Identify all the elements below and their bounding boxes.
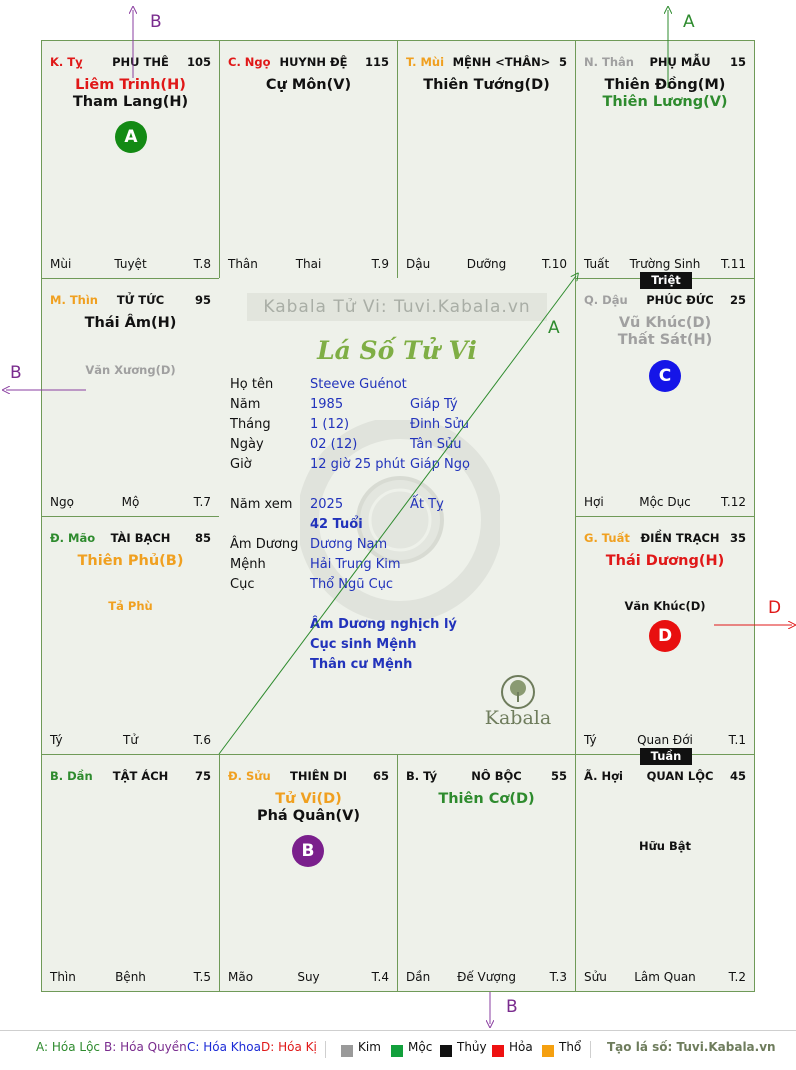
phase-label: Tử [123, 733, 138, 747]
cycle-label: T.5 [193, 970, 211, 984]
moc-swatch [391, 1045, 403, 1057]
cycle-label: T.12 [721, 495, 746, 509]
info-value: Dương Nam [310, 537, 388, 552]
palace-title: TỬ TỨC [116, 293, 165, 307]
palace-stem: Đ. Mão [50, 531, 96, 545]
main-star: Tham Lang(H) [72, 94, 189, 110]
cycle-label: T.2 [728, 970, 746, 984]
palace-stem: B. Dần [50, 769, 93, 783]
palace-title: PHÚC ĐỨC [646, 293, 714, 307]
chart-title: Lá Số Tử Vi [317, 336, 477, 365]
phase-label: Thai [295, 257, 322, 271]
main-star: Thiên Tướng(D) [423, 77, 550, 93]
main-star: Thái Âm(H) [84, 315, 177, 331]
legend-hoa-loc: A: Hóa Lộc [36, 1040, 101, 1054]
legend-separator [590, 1041, 591, 1058]
arrow-label: A [548, 318, 560, 338]
legend-thuy: Thủy [457, 1040, 487, 1054]
main-star: Thiên Lương(V) [602, 94, 728, 110]
palace-number: 45 [729, 769, 746, 783]
main-star: Tử Vi(D) [275, 791, 342, 807]
phase-label: Dưỡng [466, 257, 507, 271]
info-label: Giờ [230, 457, 252, 472]
main-star: Thiên Cơ(D) [438, 791, 535, 807]
branch-label: Mão [228, 970, 254, 984]
legend-divider [0, 1030, 796, 1031]
chart-note: Cục sinh Mệnh [310, 637, 417, 652]
info-label: Mệnh [230, 557, 266, 572]
branch-label: Tuất [584, 257, 610, 271]
legend-hoa-khoa: C: Hóa Khoa [187, 1040, 261, 1054]
palace-title: ĐIỀN TRẠCH [640, 531, 720, 545]
minor-star: Văn Khúc(D) [624, 599, 706, 613]
hoa-ki-marker: D [649, 620, 681, 652]
phase-label: Bệnh [115, 970, 146, 984]
info-value-canchi: Tân Sửu [410, 437, 462, 452]
arrow-label: B [10, 363, 22, 383]
info-value: 1985 [310, 397, 344, 412]
phase-label: Quan Đới [637, 733, 693, 747]
palace-number: 55 [550, 769, 567, 783]
palace-title: THIÊN DI [289, 769, 348, 783]
arrow-label: A [683, 12, 695, 32]
legend-separator [325, 1041, 326, 1058]
main-star: Thiên Đồng(M) [604, 77, 726, 93]
arrow-label: B [150, 12, 162, 32]
branch-label: Thìn [50, 970, 76, 984]
hoa-loc-marker: A [115, 121, 147, 153]
palace-stem: B. Tý [406, 769, 438, 783]
minor-star: Hữu Bật [638, 839, 692, 853]
phase-label: Lâm Quan [634, 970, 696, 984]
info-label: Năm xem [230, 497, 293, 512]
main-star: Liêm Trinh(H) [75, 77, 186, 93]
age-value: 42 Tuổi [310, 517, 363, 532]
thuy-swatch [440, 1045, 452, 1057]
minor-star: Văn Xương(D) [85, 363, 176, 377]
phase-label: Tuyệt [114, 257, 147, 271]
kabala-logo-text: Kabala [484, 707, 552, 729]
hoa-khoa-marker: C [649, 360, 681, 392]
legend-moc: Mộc [408, 1040, 433, 1054]
hoa-quyen-marker: B [292, 835, 324, 867]
info-label: Tháng [230, 417, 271, 432]
main-star: Thái Dương(H) [605, 553, 725, 569]
info-value: Hải Trung Kim [310, 557, 401, 572]
info-value-canchi: Đinh Sửu [410, 417, 470, 432]
palace-title: PHU THÊ [112, 55, 169, 69]
tuan-badge: Tuần [640, 748, 692, 765]
palace-stem: N. Thân [584, 55, 634, 69]
arrow-label: D [768, 598, 782, 618]
palace-stem: Ã. Hợi [584, 769, 623, 783]
triet-badge: Triệt [640, 272, 692, 289]
branch-label: Dậu [406, 257, 431, 271]
palace-stem: Đ. Sửu [228, 769, 271, 783]
palace-title: TẬT ÁCH [112, 769, 169, 783]
legend-tho: Thổ [559, 1040, 582, 1054]
info-value-canchi: Giáp Tý [410, 397, 458, 412]
cycle-label: T.7 [193, 495, 211, 509]
watermark-banner: Kabala Tử Vi: Tuvi.Kabala.vn [247, 293, 547, 321]
branch-label: Dần [406, 970, 431, 984]
palace-number: 5 [558, 55, 567, 69]
palace-stem: Q. Dậu [584, 293, 628, 307]
palace-title: HUYNH ĐỆ [279, 55, 348, 69]
branch-label: Tý [584, 733, 597, 747]
info-label: Họ tên [230, 377, 274, 392]
cycle-label: T.3 [549, 970, 567, 984]
palace-number: 105 [186, 55, 211, 69]
branch-label: Mùi [50, 257, 72, 271]
phase-label: Mộ [121, 495, 140, 509]
palace-number: 65 [372, 769, 389, 783]
info-label: Ngày [230, 437, 264, 452]
kim-swatch [341, 1045, 353, 1057]
info-value-canchi: Giáp Ngọ [410, 457, 470, 472]
main-star: Cự Môn(V) [265, 77, 352, 93]
cycle-label: T.8 [193, 257, 211, 271]
arrow-diagonal [219, 276, 576, 754]
palace-number: 85 [194, 531, 211, 545]
info-value: 12 giờ 25 phút [310, 457, 406, 472]
main-star: Phá Quân(V) [256, 808, 360, 824]
palace-number: 15 [729, 55, 746, 69]
tho-swatch [542, 1045, 554, 1057]
info-label: Năm [230, 397, 261, 412]
info-value: Thổ Ngũ Cục [310, 577, 394, 592]
palace-title: TÀI BẠCH [110, 531, 171, 545]
branch-label: Thân [228, 257, 258, 271]
minor-star: Tả Phù [108, 599, 153, 613]
branch-label: Sửu [584, 970, 607, 984]
cycle-label: T.9 [371, 257, 389, 271]
info-value: Steeve Guénot [310, 377, 407, 392]
palace-number: 35 [729, 531, 746, 545]
palace-stem: G. Tuất [584, 531, 630, 545]
info-value: 2025 [310, 497, 344, 512]
cycle-label: T.11 [721, 257, 746, 271]
branch-label: Hợi [584, 495, 604, 509]
cycle-label: T.6 [193, 733, 211, 747]
info-label: Cục [230, 577, 255, 592]
legend-kim: Kim [358, 1040, 381, 1054]
palace-stem: K. Tỵ [50, 55, 83, 69]
info-value: 1 (12) [310, 417, 350, 432]
palace-stem: T. Mùi [406, 55, 445, 69]
branch-label: Tý [50, 733, 63, 747]
legend-hoa-ki: D: Hóa Kị [261, 1040, 317, 1054]
info-value: 02 (12) [310, 437, 358, 452]
info-label: Âm Dương [230, 537, 299, 552]
cycle-label: T.10 [542, 257, 567, 271]
palace-number: 75 [194, 769, 211, 783]
phase-label: Suy [297, 970, 320, 984]
hoa-swatch [492, 1045, 504, 1057]
palace-number: 25 [729, 293, 746, 307]
palace-title: MỆNH <THÂN> [452, 55, 551, 69]
phase-label: Đế Vượng [457, 970, 516, 984]
palace-stem: C. Ngọ [228, 55, 271, 69]
arrow-label: B [506, 997, 518, 1017]
main-star: Thiên Phủ(B) [77, 553, 184, 569]
cycle-label: T.4 [371, 970, 389, 984]
palace-title: NÔ BỘC [471, 769, 522, 783]
chart-note: Âm Dương nghịch lý [310, 617, 457, 632]
palace-title: PHỤ MẪU [649, 55, 711, 69]
palace-stem: M. Thìn [50, 293, 98, 307]
chart-note: Thân cư Mệnh [310, 657, 413, 672]
palace-title: QUAN LỘC [646, 769, 714, 783]
main-star: Vũ Khúc(D) [618, 315, 712, 331]
palace-number: 115 [364, 55, 389, 69]
info-value-canchi: Ất Tỵ [410, 497, 444, 512]
legend-site-link[interactable]: Tạo lá số: Tuvi.Kabala.vn [607, 1040, 776, 1054]
phase-label: Trường Sinh [629, 257, 701, 271]
legend-hoa-quyen: B: Hóa Quyền [104, 1040, 187, 1054]
palace-number: 95 [194, 293, 211, 307]
main-star: Thất Sát(H) [617, 332, 713, 348]
branch-label: Ngọ [50, 495, 74, 509]
cycle-label: T.1 [728, 733, 746, 747]
legend-hoa: Hỏa [509, 1040, 533, 1054]
phase-label: Mộc Dục [639, 495, 691, 509]
